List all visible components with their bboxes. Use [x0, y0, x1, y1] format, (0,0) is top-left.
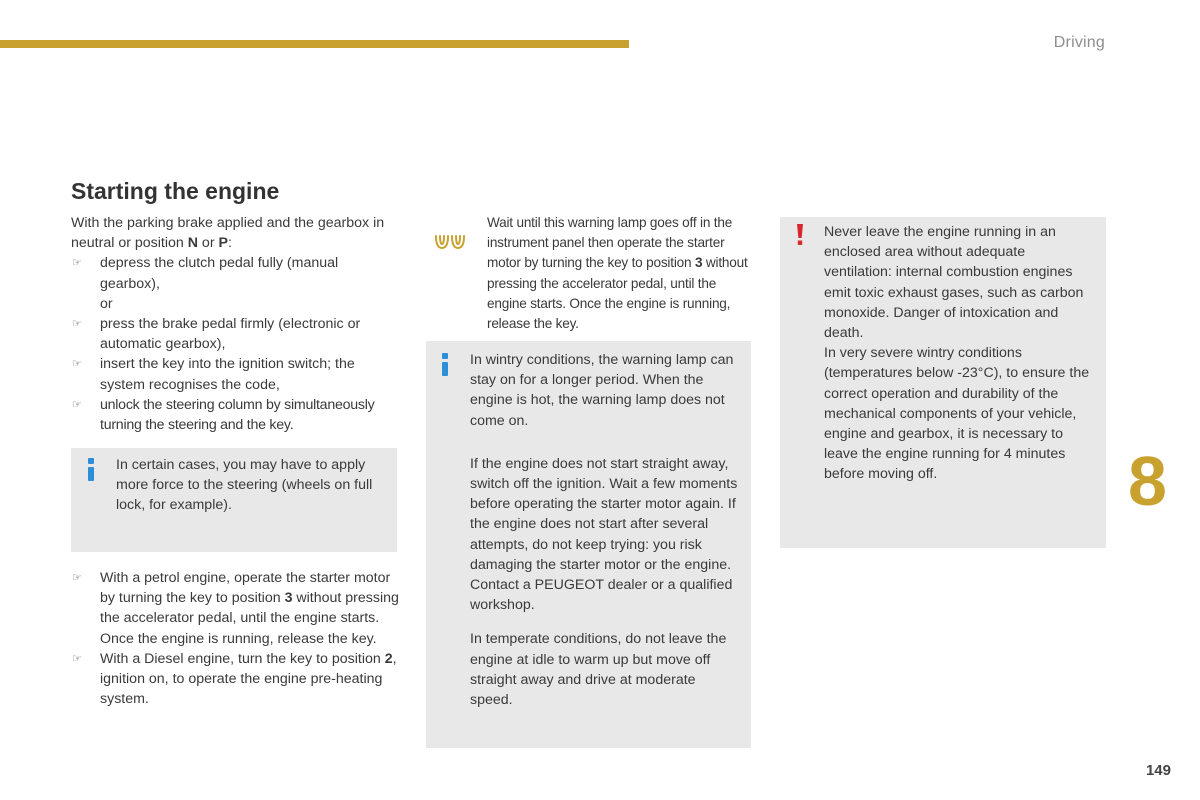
engine-type-list — [71, 568, 401, 709]
hand-pointer-icon: ☞ — [72, 358, 82, 371]
info-icon — [442, 353, 448, 376]
hand-pointer-icon: ☞ — [72, 318, 82, 331]
list-item: ☞ insert the key into the ignition switch; the system recognises the code, — [72, 356, 355, 393]
hand-pointer-icon: ☞ — [72, 257, 82, 270]
start-steps-list — [71, 253, 401, 435]
hand-pointer-icon: ☞ — [72, 652, 82, 665]
section-label: Driving — [1053, 34, 1105, 51]
info-wintry-text — [470, 350, 740, 710]
intro-column — [71, 213, 401, 435]
info-paragraph: If the engine does not start straight away, switch off the ignition. Wait a few moments before operating the starter motor again. If the engine does not start after several attempts, do not keep trying: you risk damaging the starter motor or the engine. Contact a PEUGEOT dealer or a qualified workshop. — [470, 455, 738, 614]
list-item: ☞ With a Diesel engine, turn the key to position 2, ignition on, to operate the engine pre-heating system. — [72, 650, 397, 708]
exclamation-icon — [796, 224, 804, 246]
page-title: Starting the engine — [71, 178, 280, 204]
list-item: ☞ unlock the steering column by simultaneously turning the steering and the key. — [72, 396, 375, 434]
warning-text — [824, 222, 1094, 485]
engine-type-steps — [71, 568, 401, 709]
info-paragraph: In wintry conditions, the warning lamp can stay on for a longer period. When the engine is hot, the warning lamp does not come on. — [470, 352, 734, 429]
list-item: ☞ press the brake pedal firmly (electronic or automatic gearbox), — [72, 316, 361, 353]
list-item: ☞ depress the clutch pedal fully (manual gearbox), or — [72, 255, 339, 312]
info-paragraph: In temperate conditions, do not leave the engine at idle to warm up but move off straight away and drive at moderate speed. — [470, 631, 727, 709]
page-number: 149 — [1145, 762, 1171, 779]
intro-paragraph: With the parking brake applied and the gearbox in neutral or position N or P: — [71, 215, 385, 252]
chapter-number: 8 — [1128, 442, 1167, 520]
warning-paragraph: Never leave the engine running in an enclosed area without adequate ventilation: internal combustion engines emit toxic exhaust gases, such as carbon monoxide. Danger of intoxication and death. — [824, 224, 1084, 342]
info-icon — [88, 458, 94, 481]
list-item: ☞ With a petrol engine, operate the starter motor by turning the key to position 3 without pressing the accelerator pedal, until the engine starts. Once the engine is running, release the key. — [72, 570, 399, 647]
preheating-lamp-icon — [434, 233, 466, 251]
header-accent-bar — [0, 40, 629, 48]
hand-pointer-icon: ☞ — [72, 398, 82, 411]
warning-paragraph: In very severe wintry conditions (temperatures below -23°C), to ensure the correct operation and durability of the mechanical components of your vehicle, engine and gearbox, it is necessary to leave the engine running for 4 minutes before moving off. — [824, 345, 1090, 483]
preheating-lamp-note: Wait until this warning lamp goes off in the instrument panel then operate the starter motor by turning the key to position 3 without pressing the accelerator pedal, until the engine starts. Once the engine is running, release the key. — [487, 215, 748, 332]
hand-pointer-icon: ☞ — [72, 572, 82, 584]
info-steering-text: In certain cases, you may have to apply more force to the steering (wheels on full lock, for example). — [116, 457, 373, 514]
